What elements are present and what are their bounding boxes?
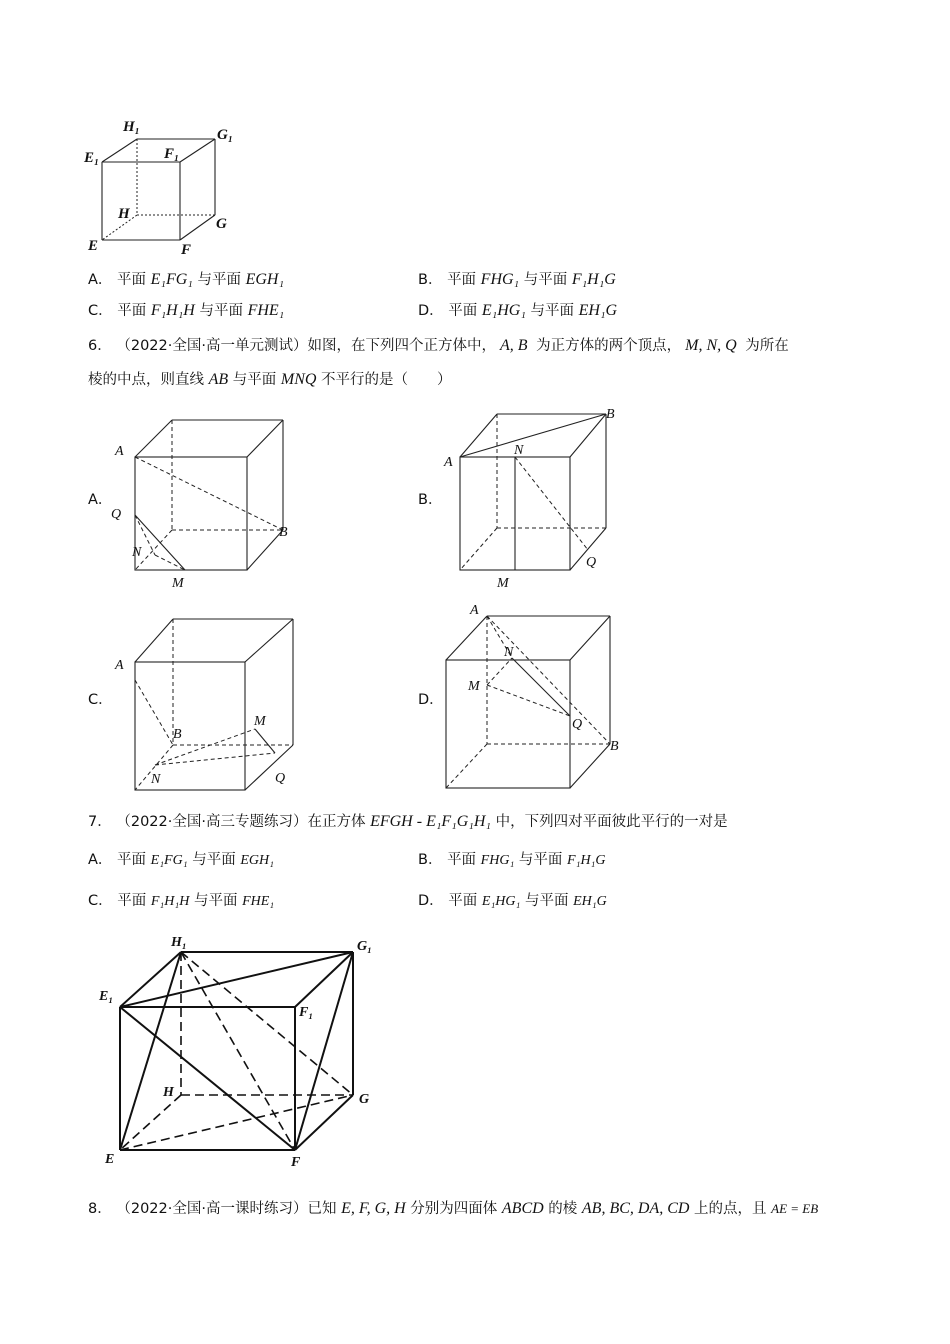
question-text: 在正方体 xyxy=(307,814,371,830)
q6-stem-line1 xyxy=(88,336,789,356)
plane-2: FHE₁ xyxy=(247,302,285,319)
question-text: 与平面 xyxy=(228,372,281,388)
q5-label-h1: H₁ xyxy=(123,119,140,135)
q5-label-g1: G₁ xyxy=(217,127,234,143)
q6-option-a-key[interactable]: A． xyxy=(88,492,113,508)
option-text: 与平面 xyxy=(187,852,241,868)
question-text: 不平行的是（ ） xyxy=(316,372,452,388)
label-q: Q xyxy=(586,555,597,570)
label-a: A xyxy=(115,658,124,673)
question-text: 分别为四面体 xyxy=(405,1201,502,1217)
label-n: N xyxy=(514,443,524,458)
math-edges: AB, BC, DA, CD xyxy=(581,1200,690,1217)
plane-2: EGH₁ xyxy=(245,271,285,288)
q7-option-c[interactable] xyxy=(88,891,274,912)
option-text: 平面 xyxy=(117,303,151,319)
plane-1: E₁FG₁ xyxy=(150,853,188,868)
option-text: 与平面 xyxy=(525,303,579,319)
option-text: 平面 xyxy=(117,852,151,868)
label-q: Q xyxy=(572,717,583,732)
option-text: 与平面 xyxy=(192,272,246,288)
plane-2: FHE₁ xyxy=(242,894,275,909)
question-text: 已知 xyxy=(307,1201,342,1217)
plane-2: F₁H₁G xyxy=(571,271,616,288)
option-key: A． xyxy=(88,852,113,868)
option-text: 平面 xyxy=(448,303,482,319)
q6-figure-a xyxy=(105,400,305,590)
q7-option-a[interactable] xyxy=(88,850,274,871)
q6-figure-b xyxy=(440,400,630,590)
option-key: B． xyxy=(418,272,443,288)
q7-label-f1: F₁ xyxy=(299,1005,314,1020)
math-efgh: E, F, G, H xyxy=(341,1200,406,1217)
q6-figure-c xyxy=(105,605,305,795)
option-key: D． xyxy=(418,303,444,319)
q6-option-b-key[interactable]: B． xyxy=(418,492,443,508)
q5-label-f: F xyxy=(181,242,192,258)
question-text: 的棱 xyxy=(543,1201,582,1217)
plane-1: FHG₁ xyxy=(480,853,515,868)
option-text: 与平面 xyxy=(514,852,568,868)
label-b: B xyxy=(610,739,619,754)
q5-label-h: H xyxy=(118,206,130,222)
q5-label-e1: E₁ xyxy=(84,150,100,166)
q7-label-g1: G₁ xyxy=(357,939,372,954)
q7-label-g: G xyxy=(359,1092,370,1107)
option-key: A． xyxy=(88,272,113,288)
label-a: A xyxy=(444,455,453,470)
q5-option-c[interactable] xyxy=(88,301,284,321)
q8-stem xyxy=(88,1199,818,1219)
question-text: 棱的中点，则直线 xyxy=(88,372,209,388)
question-number: 7． xyxy=(88,814,112,830)
math-cube: EFGH - E₁F₁G₁H₁ xyxy=(370,813,491,830)
q7-label-e1: E₁ xyxy=(99,989,114,1004)
q7-label-h1: H₁ xyxy=(171,935,187,950)
q5-option-a[interactable] xyxy=(88,270,284,290)
label-b: B xyxy=(279,525,288,540)
question-text: 为所在 xyxy=(740,338,789,354)
question-text: 中，下列四对平面彼此平行的一对是 xyxy=(490,814,728,830)
option-text: 与平面 xyxy=(520,893,574,909)
math-ab: A, B xyxy=(499,337,528,354)
q5-label-f1: F₁ xyxy=(164,146,180,162)
question-number: 6． xyxy=(88,338,112,354)
q7-option-b[interactable] xyxy=(418,850,606,871)
q7-label-f: F xyxy=(291,1155,301,1170)
math-line-ab: AB xyxy=(208,371,229,388)
plane-1: F₁H₁H xyxy=(150,302,195,319)
q5-option-d[interactable] xyxy=(418,301,617,321)
option-text: 平面 xyxy=(117,893,151,909)
label-a: A xyxy=(115,444,124,459)
label-n: N xyxy=(151,772,161,787)
label-a: A xyxy=(470,603,479,618)
q7-label-e: E xyxy=(105,1152,115,1167)
question-source: （2022·全国·高一单元测试） xyxy=(116,338,308,354)
plane-2: EH₁G xyxy=(578,302,618,319)
label-q: Q xyxy=(111,507,122,522)
label-b: B xyxy=(173,727,182,742)
label-b: B xyxy=(606,407,615,422)
math-abcd: ABCD xyxy=(501,1200,544,1217)
q6-figure-d xyxy=(440,600,630,795)
plane-2: EGH₁ xyxy=(240,853,274,868)
option-text: 平面 xyxy=(447,272,481,288)
q6-option-c-key[interactable]: C． xyxy=(88,692,113,708)
option-key: D． xyxy=(418,893,444,909)
question-source: （2022·全国·高一课时练习） xyxy=(116,1201,308,1217)
question-text: 如图，在下列四个正方体中， xyxy=(307,338,496,354)
plane-1: E₁HG₁ xyxy=(481,894,521,909)
label-m: M xyxy=(172,576,184,590)
plane-1: FHG₁ xyxy=(480,271,520,288)
question-source: （2022·全国·高三专题练习） xyxy=(116,814,308,830)
math-mnq: M, N, Q xyxy=(685,337,737,354)
option-text: 平面 xyxy=(117,272,151,288)
q7-option-d[interactable] xyxy=(418,891,607,912)
question-text: 为正方体的两个顶点， xyxy=(531,338,682,354)
label-m: M xyxy=(497,576,509,590)
option-text: 与平面 xyxy=(194,303,248,319)
option-text: 平面 xyxy=(448,893,482,909)
plane-1: E₁HG₁ xyxy=(481,302,526,319)
q7-stem xyxy=(88,812,728,832)
option-key: C． xyxy=(88,893,113,909)
q5-cube-figure xyxy=(80,112,250,262)
label-q: Q xyxy=(275,771,286,786)
plane-1: E₁FG₁ xyxy=(150,271,193,288)
plane-1: F₁H₁H xyxy=(150,894,190,909)
math-ae-eb: AE = EB xyxy=(771,1201,819,1216)
q5-option-b[interactable] xyxy=(418,270,616,290)
q5-label-g: G xyxy=(216,216,227,232)
plane-2: F₁H₁G xyxy=(567,853,606,868)
option-text: 平面 xyxy=(447,852,481,868)
plane-2: EH₁G xyxy=(573,894,607,909)
question-number: 8． xyxy=(88,1201,112,1217)
math-plane-mnq: MNQ xyxy=(280,371,317,388)
option-key: C． xyxy=(88,303,113,319)
q6-option-d-key[interactable]: D． xyxy=(418,692,444,708)
option-text: 与平面 xyxy=(189,893,243,909)
q6-stem-line2 xyxy=(88,370,452,390)
label-n: N xyxy=(132,545,142,560)
label-m: M xyxy=(254,714,266,729)
q5-label-e: E xyxy=(88,238,99,254)
option-text: 与平面 xyxy=(519,272,572,288)
q7-cube-figure xyxy=(95,930,395,1170)
question-text: 上的点，且 xyxy=(689,1201,772,1217)
label-n: N xyxy=(504,645,514,660)
q7-label-h: H xyxy=(163,1085,174,1100)
label-m: M xyxy=(468,679,480,694)
option-key: B． xyxy=(418,852,443,868)
